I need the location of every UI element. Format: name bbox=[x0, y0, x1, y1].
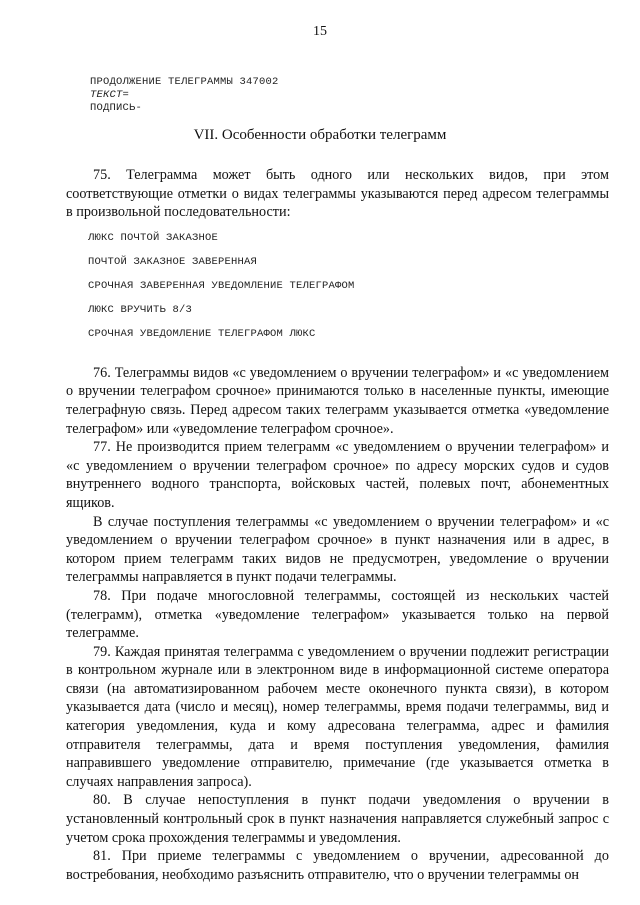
document-body bbox=[66, 166, 609, 884]
example-line: СРОЧНАЯ ЗАВЕРЕННАЯ УВЕДОМЛЕНИЕ ТЕЛЕГРАФОМ bbox=[88, 279, 355, 292]
telegram-signature-line: ПОДПИСЬ- bbox=[90, 102, 143, 114]
telegram-type-examples bbox=[88, 232, 609, 352]
paragraph-77: 77. Не производится прием телеграмм «с уведомлением о вручении телеграфом» и «с уведомлением о вручении телеграфом срочное» по адресу морских судов и судов внутреннего водного транспорта, войсковых частей, полевых почт, абонементных ящиков. bbox=[66, 439, 609, 511]
example-line: ПОЧТОЙ ЗАКАЗНОЕ ЗАВЕРЕННАЯ bbox=[88, 255, 258, 268]
example-line: СРОЧНАЯ УВЕДОМЛЕНИЕ ТЕЛЕГРАФОМ ЛЮКС bbox=[88, 327, 316, 340]
paragraph-76: 76. Телеграммы видов «с уведомлением о вручении телеграфом» и «с уведомлением о вручении телеграфом срочное» принимаются только в населенные пункты, имеющие телеграфную связь. Перед адресом таких телеграмм указывается отметка «уведомление телеграфом» или «уведомление телеграфом срочное». bbox=[66, 364, 609, 437]
paragraph-75: 75. Телеграмма может быть одного или нескольких видов, при этом соответствующие отметки о видах телеграммы указываются перед адресом телеграммы в произвольной последовательности: bbox=[66, 167, 609, 221]
telegram-text-line: ТЕКСТ= bbox=[90, 89, 130, 101]
example-line: ЛЮКС ПОЧТОЙ ЗАКАЗНОЕ bbox=[88, 231, 219, 244]
paragraph-80: 80. В случае непоступления в пункт подачи уведомления о вручении в установленный контрольный срок в пункт назначения направляется служебный запрос с учетом срока прохождения телеграммы и уведомления. bbox=[66, 792, 609, 846]
paragraph-81: 81. При приеме телеграммы с уведомлением о вручении, адресованной до востребования, необходимо разъяснить отправителю, что о вручении телеграммы он bbox=[66, 848, 609, 883]
telegram-continuation-line: ПРОДОЛЖЕНИЕ ТЕЛЕГРАММЫ 347002 bbox=[90, 76, 279, 88]
section-title: VII. Особенности обработки телеграмм bbox=[193, 127, 447, 143]
example-line: ЛЮКС ВРУЧИТЬ 8/3 bbox=[88, 303, 193, 316]
telegram-header bbox=[90, 76, 279, 115]
paragraph-79: 79. Каждая принятая телеграмма с уведомлением о вручении подлежит регистрации в контрольном журнале или в электронном виде в информационной системе оператора связи (на автоматизированном рабочем месте оконечного пункта связи), в котором указывается дата (число и месяц), номер телеграммы, время подачи телеграммы, вид и категория уведомления, куда и кому адресована телеграмма, адрес и фамилия отправителя телеграммы, дата и время поступления уведомления, фамилия направившего уведомление отправителю, примечание (где указывается отметка в случаях направления запроса). bbox=[66, 643, 609, 790]
paragraph-77-continued: В случае поступления телеграммы «с уведомлением о вручении телеграфом» и «с уведомлением о вручении телеграфом срочное» в пункт назначения или в адрес, в котором прием телеграмм таких видов не предусмотрен, уведомление о вручении телеграммы направляется в пункт подачи телеграммы. bbox=[66, 513, 609, 586]
page-number: 15 bbox=[313, 24, 327, 39]
paragraph-78: 78. При подаче многословной телеграммы, состоящей из нескольких частей (телеграмм), отметка «уведомление телеграфом» указывается только на первой телеграмме. bbox=[66, 587, 609, 642]
